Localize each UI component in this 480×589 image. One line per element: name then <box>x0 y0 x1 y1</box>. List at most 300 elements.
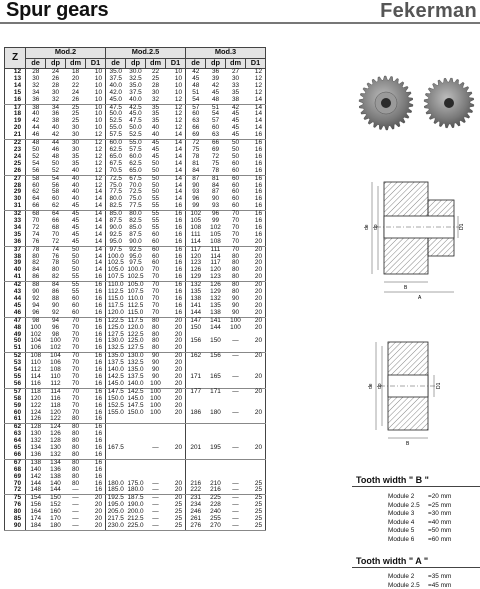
table-cell <box>206 416 226 423</box>
table-cell: 94 <box>51 316 60 324</box>
table-cell: 55 <box>151 210 160 218</box>
table-cell: 14 <box>86 225 106 232</box>
table-cell <box>186 416 206 423</box>
table-cell: 25 <box>166 523 186 530</box>
table-cell: 80 <box>231 259 240 267</box>
table-cell: 120.0 <box>106 310 126 317</box>
table-cell: 90 <box>192 181 200 189</box>
table-cell: 140.0 <box>127 379 144 387</box>
cell-z: 51 <box>5 345 26 352</box>
table-cell: 84 <box>186 168 206 175</box>
table-cell: — <box>66 487 86 494</box>
table-cell <box>186 360 206 367</box>
table-cell: 125.0 <box>107 323 124 331</box>
table-cell: 210 <box>210 479 221 487</box>
table-cell: 108 <box>30 352 42 360</box>
table-cell: 185.0 <box>106 487 126 494</box>
table-cell: 70 <box>151 266 160 274</box>
table-cell <box>226 459 246 466</box>
table-cell <box>246 452 266 459</box>
table-cell: — <box>152 501 159 509</box>
table-cell: 142.5 <box>107 372 124 380</box>
table-cell: 10 <box>86 83 106 90</box>
table-cell: 174 <box>30 515 42 523</box>
table-cell: 82.5 <box>129 217 142 225</box>
table-cell <box>206 431 226 438</box>
table-cell: 30 <box>151 88 160 96</box>
table-cell: 54 <box>32 159 40 167</box>
table-cell: 16 <box>246 140 266 147</box>
table-cell <box>186 424 206 431</box>
table-cell: 130.0 <box>107 337 124 345</box>
table-cell: 75.0 <box>109 181 122 189</box>
table-cell: 80.0 <box>109 195 122 203</box>
table-cell: 20 <box>166 388 186 395</box>
table-cell: 108 <box>50 366 61 374</box>
table-cell: 16 <box>86 410 106 417</box>
table-cell: 47.5 <box>129 117 142 125</box>
table-cell <box>186 459 206 466</box>
table-cell <box>146 416 166 423</box>
module-name: Module 2.5 <box>388 581 420 589</box>
table-cell: 116 <box>50 394 61 402</box>
table-cell: — <box>152 444 159 452</box>
table-cell: 45 <box>151 152 160 160</box>
table-cell: 10 <box>166 83 186 90</box>
table-cell: 14 <box>166 132 186 139</box>
table-cell: 135.0 <box>127 366 144 374</box>
cell-z: 35 <box>5 232 26 239</box>
table-cell: 46 <box>51 145 60 153</box>
table-cell: 50 <box>71 245 80 253</box>
table-cell: 45 <box>71 230 80 238</box>
label-b: B <box>404 285 408 291</box>
table-cell: 80 <box>146 345 166 352</box>
table-cell: 16 <box>166 296 186 303</box>
table-cell: 16 <box>246 168 266 175</box>
table-cell: 150 <box>50 494 61 502</box>
table-cell: 20 <box>86 509 106 516</box>
table-cell: 16 <box>246 218 266 225</box>
table-cell: 16 <box>246 132 266 139</box>
table-cell: 122 <box>46 416 66 423</box>
table-cell: 26 <box>51 74 60 82</box>
table-cell: 20 <box>166 396 186 403</box>
table-cell: 85.0 <box>129 223 142 231</box>
table-cell: 140 <box>50 479 61 487</box>
table-cell: 35 <box>151 103 160 111</box>
table-cell: 14 <box>246 111 266 118</box>
label-dp-2: dp <box>377 383 383 389</box>
table-cell: 16 <box>246 203 266 210</box>
table-cell: 102 <box>30 330 42 338</box>
table-cell: 136 <box>26 452 46 459</box>
table-cell: 52.5 <box>126 132 146 139</box>
table-cell: 35 <box>71 152 80 160</box>
table-cell: 60.0 <box>109 139 122 147</box>
table-cell: 36 <box>26 97 46 104</box>
table-cell: 20 <box>246 289 266 296</box>
table-cell: 70 <box>71 337 80 345</box>
table-cell: 14 <box>86 218 106 225</box>
cell-z: 20 <box>5 125 26 132</box>
table-cell: 38 <box>51 117 60 125</box>
table-cell: 55 <box>66 274 86 281</box>
subheader-dm-2: dm <box>226 58 246 69</box>
table-cell: 14 <box>246 125 266 132</box>
table-cell: 102.5 <box>127 273 144 281</box>
table-cell: 128 <box>50 437 61 445</box>
table-cell: — <box>232 515 239 523</box>
table-cell: 95.0 <box>106 239 126 246</box>
table-cell: 40 <box>71 181 80 189</box>
cell-z: 39 <box>5 260 26 267</box>
module-width-item <box>388 502 451 511</box>
table-cell: 50 <box>231 145 240 153</box>
table-cell: 144 <box>46 487 66 494</box>
table-cell: 98 <box>51 330 60 338</box>
table-cell: 14 <box>166 140 186 147</box>
table-cell: 138 <box>50 472 61 480</box>
table-cell: 20 <box>86 502 106 509</box>
table-cell <box>126 424 146 431</box>
table-cell: 16 <box>86 474 106 481</box>
table-cell: 95.0 <box>129 252 142 260</box>
table-cell: 255 <box>210 515 221 523</box>
table-cell: 90 <box>32 288 40 296</box>
cell-z: 45 <box>5 303 26 310</box>
table-cell: 63 <box>192 117 200 125</box>
table-cell: 16 <box>86 360 106 367</box>
table-cell: 90 <box>231 301 240 309</box>
cell-z: 33 <box>5 218 26 225</box>
table-cell: 90 <box>226 310 246 317</box>
table-cell: 105.0 <box>127 281 144 289</box>
table-cell: 66 <box>192 124 200 132</box>
cell-z: 28 <box>5 183 26 190</box>
module-width: =45 mm <box>428 581 452 589</box>
table-cell: 261 <box>190 515 202 523</box>
table-cell: 16 <box>86 289 106 296</box>
table-cell: 80 <box>71 458 80 466</box>
cell-z: 24 <box>5 154 26 161</box>
table-cell: 187.5 <box>127 494 144 502</box>
table-cell: 35 <box>151 110 160 118</box>
table-cell: 60 <box>32 181 40 189</box>
table-cell: 66 <box>51 217 60 225</box>
table-cell <box>186 452 206 459</box>
table-cell: 24 <box>71 88 80 96</box>
table-cell: 14 <box>166 196 186 203</box>
table-cell: 20 <box>166 338 186 345</box>
table-cell: 69 <box>186 132 206 139</box>
table-head <box>5 48 266 69</box>
subheader-de-0: de <box>26 58 46 69</box>
table-cell: 14 <box>86 246 106 253</box>
table-cell: 124 <box>30 408 42 416</box>
table-cell: 16 <box>86 396 106 403</box>
table-cell <box>246 416 266 423</box>
table-cell: 20 <box>246 254 266 261</box>
table-cell: 240 <box>210 508 221 516</box>
table-cell: 70 <box>71 323 80 331</box>
module-name: Module 2.5 <box>388 501 420 509</box>
table-cell: 16 <box>166 254 186 261</box>
table-cell: 67.5 <box>109 159 122 167</box>
table-cell: 107.5 <box>106 274 126 281</box>
table-cell: 80 <box>151 316 160 324</box>
table-cell: 20 <box>166 332 186 339</box>
cell-z: 47 <box>5 317 26 324</box>
table-cell: 38 <box>32 103 40 111</box>
table-cell: 45 <box>71 217 80 225</box>
table-cell: 87 <box>211 188 220 196</box>
table-cell: 12 <box>166 125 186 132</box>
table-cell: 16 <box>86 452 106 459</box>
table-cell: 222 <box>186 487 206 494</box>
table-cell: 144 <box>210 323 221 331</box>
table-cell: 165 <box>210 372 221 380</box>
table-cell: 20 <box>166 445 186 452</box>
subheader-de-2: de <box>186 58 206 69</box>
table-cell: 30 <box>32 74 40 82</box>
table-cell: 60 <box>211 124 220 132</box>
table-cell: 100 <box>230 316 241 324</box>
table-cell: 12 <box>166 97 186 104</box>
table-cell: 64 <box>51 210 60 218</box>
table-cell: 276 <box>186 523 206 530</box>
table-cell: 90 <box>231 295 240 302</box>
table-cell: 107.5 <box>127 288 144 296</box>
table-cell <box>166 416 186 423</box>
table-cell <box>106 424 126 431</box>
cell-z: 59 <box>5 403 26 410</box>
table-cell: 70 <box>151 288 160 296</box>
table-cell: 70 <box>231 230 240 238</box>
table-cell: 20 <box>246 410 266 417</box>
table-cell: 20 <box>166 374 186 381</box>
table-cell <box>206 459 226 466</box>
label-d1-2: D1 <box>436 382 442 389</box>
table-cell: 145.0 <box>106 381 126 388</box>
table-cell: 16 <box>166 310 186 317</box>
table-cell: 16 <box>86 303 106 310</box>
cell-z: 63 <box>5 431 26 438</box>
table-cell: 16 <box>246 189 266 196</box>
cell-z: 54 <box>5 367 26 374</box>
table-cell: 186 <box>190 408 202 416</box>
table-cell: — <box>232 352 239 360</box>
table-cell: 55.0 <box>129 139 142 147</box>
table-cell: 45 <box>71 210 80 218</box>
table-cell: 34 <box>51 103 60 111</box>
table-cell: 80 <box>71 430 80 438</box>
header-divider <box>0 22 480 24</box>
table-cell: 20 <box>166 410 186 417</box>
table-cell: 135.0 <box>107 352 124 360</box>
table-cell <box>246 459 266 466</box>
table-cell: 70 <box>71 372 80 380</box>
table-cell: 112 <box>46 381 66 388</box>
table-cell: 35.0 <box>129 81 142 89</box>
cell-z: 30 <box>5 196 26 203</box>
table-cell: 128 <box>30 423 42 431</box>
table-cell: 55 <box>151 223 160 231</box>
table-cell: 105 <box>190 217 202 225</box>
label-dp: dp <box>373 224 379 230</box>
tooth-width-b-title: Tooth width " B " <box>356 475 429 485</box>
tooth-width-a-divider <box>352 567 480 568</box>
table-cell: 48 <box>206 97 226 104</box>
table-cell: 171 <box>190 372 202 380</box>
table-cell: 16 <box>246 147 266 154</box>
cell-z: 53 <box>5 360 26 367</box>
module-width: =35 mm <box>428 573 452 580</box>
table-cell <box>126 467 146 474</box>
table-cell: 60 <box>66 310 86 317</box>
table-cell: 58 <box>32 174 40 182</box>
cell-z: 75 <box>5 495 26 502</box>
table-cell: 60 <box>226 203 246 210</box>
table-cell: 50 <box>71 259 80 267</box>
table-cell: 16 <box>166 211 186 218</box>
table-cell: 16 <box>86 332 106 339</box>
table-cell: 12 <box>166 118 186 125</box>
table-cell: 33 <box>231 81 240 89</box>
table-cell: 66 <box>26 203 46 210</box>
table-cell: 93 <box>206 203 226 210</box>
table-cell <box>166 452 186 459</box>
table-cell: 147.5 <box>107 387 124 395</box>
table-cell: 42 <box>32 117 40 125</box>
table-cell: 30 <box>71 139 80 147</box>
cell-z: 40 <box>5 267 26 274</box>
table-cell: 195 <box>210 444 221 452</box>
subheader-dp-2: dp <box>206 58 226 69</box>
table-cell: 52 <box>46 168 66 175</box>
table-cell: 14 <box>166 183 186 190</box>
table-cell: 60 <box>231 159 240 167</box>
table-cell: 35 <box>151 117 160 125</box>
table-cell: 14 <box>166 168 186 175</box>
table-cell: 68 <box>51 223 60 231</box>
module-width: =30 mm <box>428 510 452 518</box>
cell-z: 34 <box>5 225 26 232</box>
table-row <box>5 424 266 431</box>
table-cell: 44 <box>32 124 40 132</box>
table-cell: 126 <box>210 281 221 289</box>
table-cell: 92 <box>32 295 40 302</box>
table-cell: 14 <box>86 267 106 274</box>
table-row <box>5 168 266 175</box>
table-cell: 80 <box>151 323 160 331</box>
table-cell: 20 <box>246 388 266 395</box>
table-cell: 63 <box>206 132 226 139</box>
table-cell: 16 <box>246 232 266 239</box>
table-cell: 110 <box>50 372 61 380</box>
table-cell: 16 <box>86 403 106 410</box>
table-cell: 20 <box>246 310 266 317</box>
table-cell: 117.5 <box>107 301 124 309</box>
label-de-2: de <box>368 383 374 389</box>
table-row <box>5 416 266 423</box>
table-cell: — <box>66 523 86 530</box>
table-cell: 225 <box>210 494 221 502</box>
table-cell: 16 <box>166 267 186 274</box>
table-cell <box>166 467 186 474</box>
table-cell: 114 <box>210 252 221 260</box>
table-cell: 120 <box>210 266 221 274</box>
cell-z: 15 <box>5 90 26 97</box>
table-cell: 90 <box>151 352 160 360</box>
table-cell: 144 <box>30 479 42 487</box>
cell-z: 46 <box>5 310 26 317</box>
cell-z: 16 <box>5 97 26 104</box>
table-cell <box>126 416 146 423</box>
table-cell: 50 <box>151 188 160 196</box>
table-cell: 96 <box>51 323 60 331</box>
table-cell: 30 <box>71 145 80 153</box>
table-cell: 10 <box>86 111 106 118</box>
table-cell: 14 <box>166 175 186 182</box>
table-cell: 180 <box>46 523 66 530</box>
table-cell: 114 <box>30 372 41 380</box>
subheader-d1-1: D1 <box>166 58 186 69</box>
table-cell: 38 <box>226 97 246 104</box>
table-cell: 125.0 <box>127 337 144 345</box>
table-cell <box>166 424 186 431</box>
table-cell: 150.0 <box>107 394 124 402</box>
table-cell: 78 <box>51 259 60 267</box>
cell-z: 49 <box>5 332 26 339</box>
table-cell: 16 <box>86 481 106 488</box>
table-cell: 16 <box>86 467 106 474</box>
table-cell: 111 <box>190 230 201 238</box>
table-cell: 20 <box>246 353 266 360</box>
module-width-item <box>388 510 451 519</box>
table-cell: 12 <box>246 83 266 90</box>
table-cell: 150 <box>210 337 221 345</box>
table-cell: 54 <box>211 110 220 118</box>
table-cell <box>186 467 206 474</box>
table-cell: 50 <box>151 181 160 189</box>
table-cell: 40 <box>151 124 160 132</box>
table-cell: 22 <box>71 81 80 89</box>
table-cell: — <box>232 337 239 345</box>
table-cell: 82 <box>32 259 40 267</box>
table-cell: 87.5 <box>129 230 142 238</box>
table-cell: 16 <box>166 260 186 267</box>
table-cell: 16 <box>86 338 106 345</box>
table-cell: 16 <box>86 424 106 431</box>
table-cell: 50 <box>71 266 80 274</box>
table-cell: 39 <box>211 74 220 82</box>
table-cell: 192.5 <box>107 494 124 502</box>
table-cell: 70 <box>231 223 240 231</box>
table-cell: 50.0 <box>129 124 142 132</box>
table-cell: 85.0 <box>109 210 122 218</box>
table-cell: 32 <box>146 97 166 104</box>
table-cell: 98 <box>32 316 40 324</box>
table-cell: 32.5 <box>129 74 142 82</box>
cell-z: 64 <box>5 438 26 445</box>
table-cell: 20 <box>246 445 266 452</box>
table-cell: 134 <box>30 444 42 452</box>
table-cell: 42 <box>231 103 240 111</box>
table-cell <box>166 431 186 438</box>
table-cell: 90 <box>211 195 220 203</box>
table-cell: 50 <box>32 145 40 153</box>
